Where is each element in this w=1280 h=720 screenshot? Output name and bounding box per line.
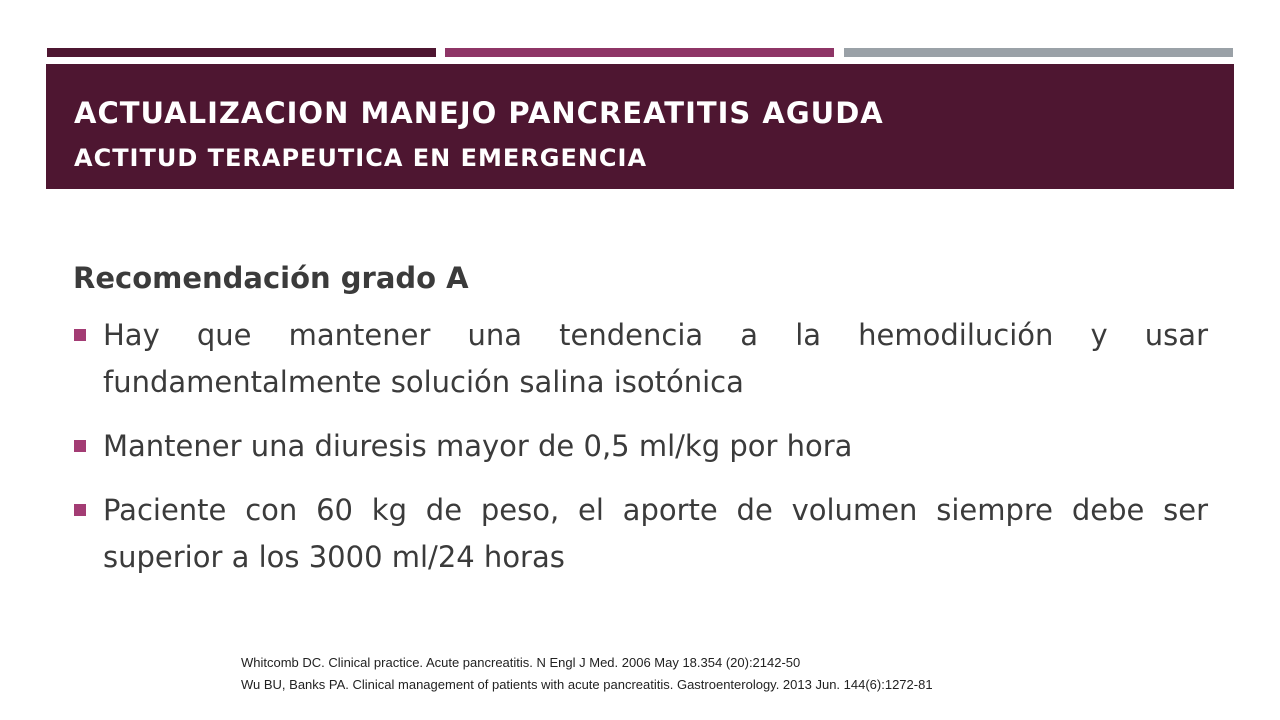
accent-bar-dark bbox=[47, 48, 436, 57]
bullet-text: Mantener una diuresis mayor de 0,5 ml/kg por hora bbox=[103, 429, 853, 463]
bullet-text: Hay que mantener una tendencia a la hemodilución y usar fundamentalmente solución salina isotónica bbox=[103, 318, 1208, 399]
accent-bar-mid bbox=[445, 48, 834, 57]
accent-bar-light bbox=[844, 48, 1233, 57]
bullet-text: Paciente con 60 kg de peso, el aporte de volumen siempre debe ser superior a los 3000 ml/24 horas bbox=[103, 493, 1208, 574]
square-bullet-icon bbox=[74, 440, 86, 452]
recommendation-heading: Recomendación grado A bbox=[73, 261, 469, 295]
square-bullet-icon bbox=[74, 329, 86, 341]
slide-title: ACTUALIZACION MANEJO PANCREATITIS AGUDA bbox=[74, 96, 884, 130]
bullet-item bbox=[73, 312, 1208, 406]
reference-item: Wu BU, Banks PA. Clinical management of patients with acute pancreatitis. Gastroenterology. 2013 Jun. 144(6):1272-81 bbox=[241, 677, 933, 692]
slide-content bbox=[73, 258, 1208, 598]
reference-item: Whitcomb DC. Clinical practice. Acute pancreatitis. N Engl J Med. 2006 May 18.354 (20):2142-50 bbox=[241, 655, 801, 670]
bullet-item bbox=[73, 423, 1208, 470]
title-band bbox=[46, 64, 1234, 189]
bullet-item bbox=[73, 487, 1208, 581]
slide-subtitle: ACTITUD TERAPEUTICA EN EMERGENCIA bbox=[74, 144, 648, 172]
references bbox=[241, 652, 933, 696]
square-bullet-icon bbox=[74, 504, 86, 516]
bullet-list bbox=[73, 312, 1208, 581]
